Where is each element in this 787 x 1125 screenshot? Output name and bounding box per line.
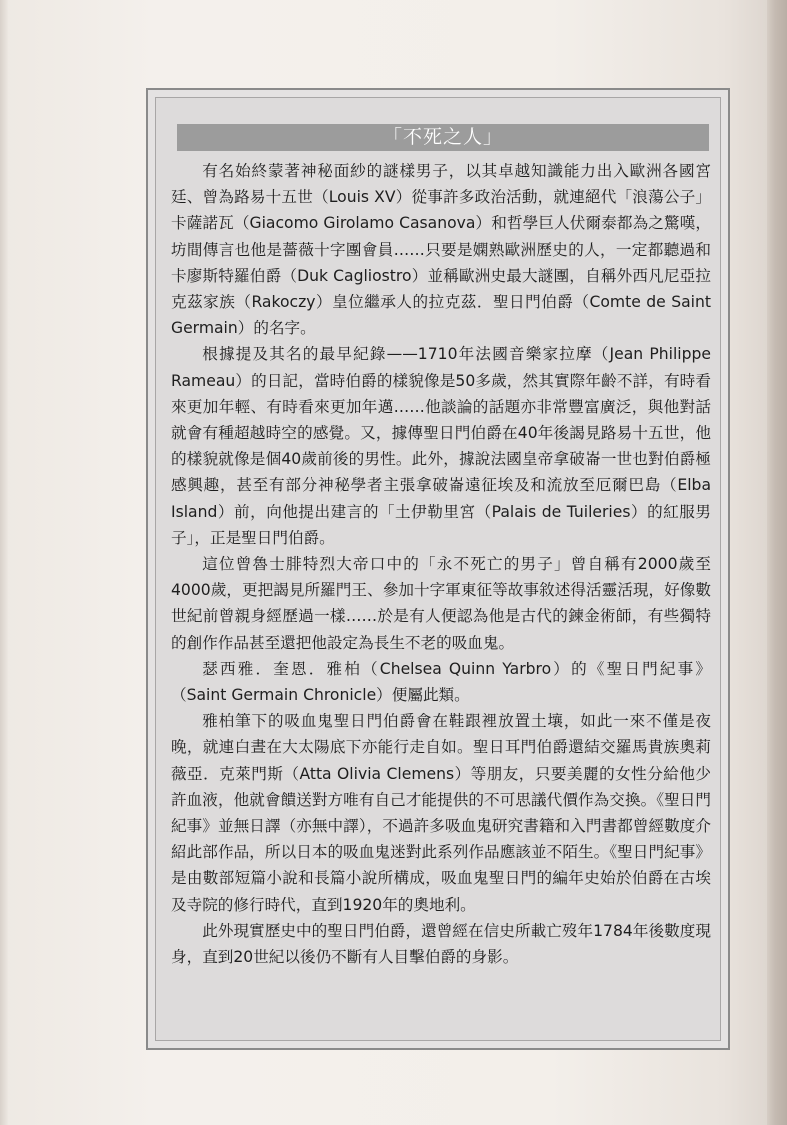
page-left-edge bbox=[0, 0, 8, 1125]
sidebar-box-inner bbox=[155, 97, 721, 1041]
paragraph: 雅柏筆下的吸血鬼聖日門伯爵會在鞋跟裡放置土壤，如此一來不僅是夜晚，就連白晝在大太陽底下亦能行走自如。聖日耳門伯爵還結交羅馬貴族奧莉薇亞．克萊門斯（Atta Olivia Clemens）等朋友，只要美麗的女性分給他少許血液，他就會饋送對方唯有自己才能提供的不可思議代價作為交換。《聖日門紀事》並無日譯（亦無中譯），不過許多吸血鬼研究書籍和入門書都曾經數度介紹此部作品，所以日本的吸血鬼迷對此系列作品應該並不陌生。《聖日門紀事》是由數部短篇小說和長篇小說所構成，吸血鬼聖日門的編年史始於伯爵在古埃及寺院的修行時代，直到1920年的奧地利。 bbox=[171, 712, 711, 914]
paragraph: 瑟西雅．奎恩．雅柏（Chelsea Quinn Yarbro）的《聖日門紀事》（Saint Germain Chronicle）便屬此類。 bbox=[171, 659, 711, 705]
paragraph: 根據提及其名的最早紀錄——1710年法國音樂家拉摩（Jean Philippe Rameau）的日記，當時伯爵的樣貌像是50多歲，然其實際年齡不詳，有時看來更加年輕、有時看來更加年邁……他談論的話題亦非常豐富廣泛，與他對話就會有種超越時空的感覺。又，據傳聖日門伯爵在40年後謁見路易十五世，他的樣貌就像是個40歲前後的男性。此外，據說法國皇帝拿破崙一世也對伯爵極感興趣，甚至有部分神秘學者主張拿破崙遠征埃及和流放至厄爾巴島（Elba Island）前，向他提出建言的「土伊勒里宮（Palais de Tuileries）的紅服男子」，正是聖日門伯爵。 bbox=[171, 345, 711, 547]
sidebar-body bbox=[171, 158, 711, 970]
paragraph: 這位曾魯士腓特烈大帝口中的「永不死亡的男子」曾自稱有2000歲至4000歲，更把謁見所羅門王、參加十字軍東征等故事敘述得活靈活現，好像數世紀前曾親身經歷過一樣……於是有人便認為他是古代的鍊金術師，有些獨特的創作作品甚至還把他設定為長生不老的吸血鬼。 bbox=[171, 555, 711, 652]
paragraph: 此外現實歷史中的聖日門伯爵，還曾經在信史所載亡歿年1784年後數度現身，直到20世紀以後仍不斷有人目擊伯爵的身影。 bbox=[171, 921, 711, 967]
page-right-edge bbox=[767, 0, 787, 1125]
sidebar-title: 「不死之人」 bbox=[382, 126, 503, 148]
sidebar-box bbox=[146, 88, 730, 1050]
sidebar-title-bar bbox=[177, 124, 709, 151]
paragraph: 有名始終蒙著神秘面紗的謎樣男子，以其卓越知識能力出入歐洲各國宮廷、曾為路易十五世（Louis XV）從事許多政治活動，就連絕代「浪蕩公子」卡薩諾瓦（Giacomo Girolamo Casanova）和哲學巨人伏爾泰都為之驚嘆，坊間傳言也他是薔薇十字團會員……只要是嫻熟歐洲歷史的人，一定都聽過和卡廖斯特羅伯爵（Duk Cagliostro）並稱歐洲史最大謎團，自稱外西凡尼亞拉克茲家族（Rakoczy）皇位繼承人的拉克茲．聖日門伯爵（Comte de Saint Germain）的名字。 bbox=[171, 162, 711, 338]
